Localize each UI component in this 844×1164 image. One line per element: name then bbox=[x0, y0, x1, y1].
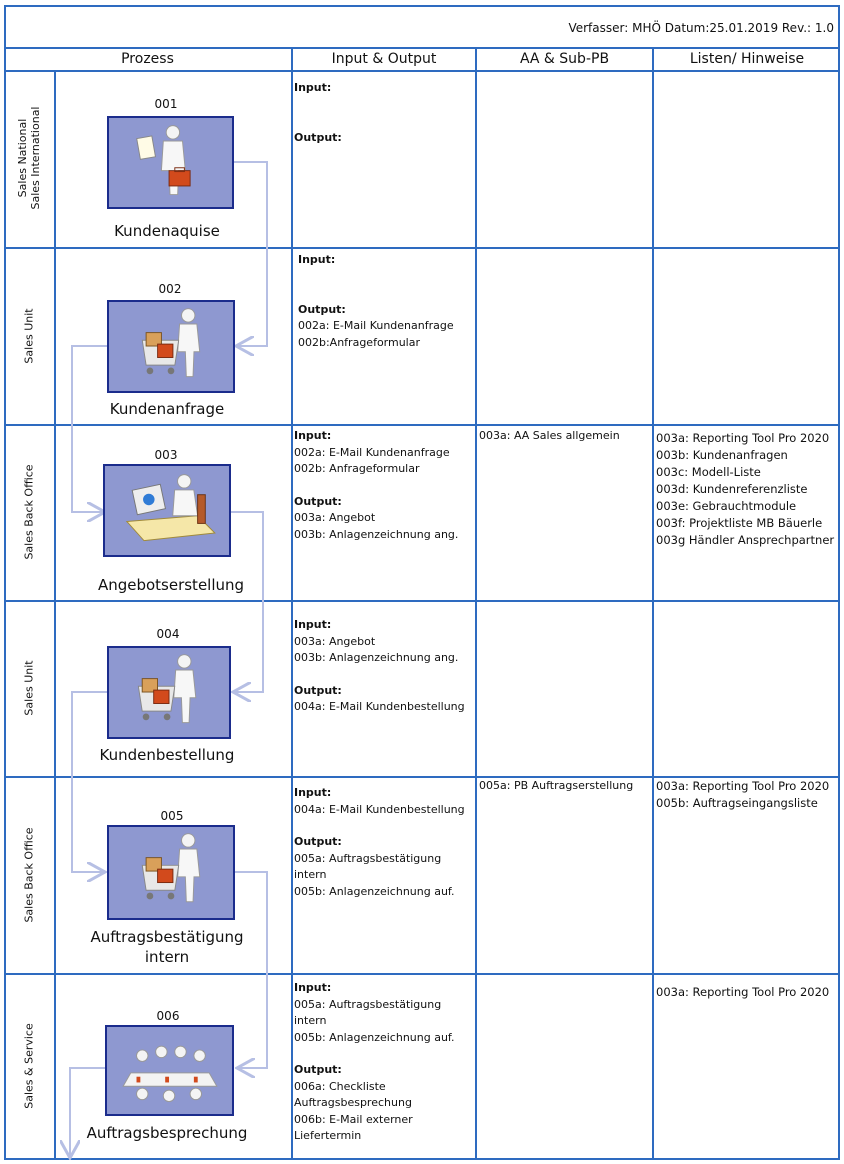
process-name: Auftragsbestätigung intern bbox=[90, 928, 244, 966]
lists-cell-003: 003a: Reporting Tool Pro 2020 003b: Kundenanfragen 003c: Modell-Liste 003d: Kundenreferenzliste 003e: Gebrauchtmodule 003f: Projektliste MB Bäuerle 003g Händler Ansprechpartner bbox=[656, 431, 835, 547]
lane-label-sales-national: Sales National Sales International bbox=[16, 106, 42, 210]
flow-arrow-004-005 bbox=[72, 692, 107, 872]
column-header-prozess: Prozess bbox=[121, 51, 174, 67]
person-with-shopping-cart-icon bbox=[109, 827, 233, 918]
person-at-computer-desk-icon bbox=[105, 466, 229, 555]
flow-arrow-001-002 bbox=[234, 162, 267, 346]
person-with-shopping-cart-icon bbox=[109, 302, 233, 391]
process-box-004[interactable] bbox=[107, 646, 231, 739]
process-box-005[interactable] bbox=[107, 825, 235, 920]
process-number: 002 bbox=[158, 282, 182, 296]
meeting-table-icon bbox=[107, 1027, 232, 1114]
process-name: Kundenanfrage bbox=[109, 400, 225, 418]
process-box-003[interactable] bbox=[103, 464, 231, 557]
column-header-input-output: Input & Output bbox=[331, 51, 437, 67]
process-name: Kundenaquise bbox=[114, 222, 220, 240]
lane-label-sales-service: Sales & Service bbox=[22, 1023, 36, 1109]
lane-label-sales-unit: Sales Unit bbox=[22, 660, 36, 716]
lists-cell-005: 003a: Reporting Tool Pro 2020 005b: Auftragseingangsliste bbox=[656, 779, 830, 810]
process-name: Kundenbestellung bbox=[99, 746, 235, 764]
io-cell-003: Input: 002a: E-Mail Kundenanfrage 002b: Anfrageformular Output: 003a: Angebot 003b: Anlagenzeichnung ang. bbox=[294, 429, 459, 541]
flow-arrow-005-006 bbox=[235, 872, 267, 1068]
process-number: 006 bbox=[156, 1009, 180, 1023]
process-name: Auftragsbesprechung bbox=[86, 1124, 248, 1142]
lane-label-sales-unit: Sales Unit bbox=[22, 308, 36, 364]
process-box-006[interactable] bbox=[105, 1025, 234, 1116]
process-box-001[interactable] bbox=[107, 116, 234, 209]
io-cell-006: Input: 005a: Auftragsbestätigung intern 005b: Anlagenzeichnung auf. Output: 006a: Checkliste Auftragsbesprechung 006b: E-Mail externer Liefertermin bbox=[294, 981, 455, 1142]
document-meta: Verfasser: MHÖ Datum:25.01.2019 Rev.: 1.0 bbox=[568, 21, 834, 35]
flow-arrow-002-003 bbox=[72, 346, 107, 512]
process-name: Angebotserstellung bbox=[97, 576, 245, 594]
lane-label-sales-back-office: Sales Back Office bbox=[22, 827, 36, 923]
io-cell-004: Input: 003a: Angebot 003b: Anlagenzeichnung ang. Output: 004a: E-Mail Kundenbestellung bbox=[294, 618, 465, 713]
aa-cell-003: 003a: AA Sales allgemein bbox=[479, 429, 620, 442]
process-number: 004 bbox=[156, 627, 180, 641]
column-header-listen-hinweise: Listen/ Hinweise bbox=[689, 51, 805, 67]
lists-cell-006: 003a: Reporting Tool Pro 2020 bbox=[656, 985, 830, 999]
aa-cell-005: 005a: PB Auftragserstellung bbox=[479, 779, 634, 792]
io-cell-001: Input: Output: bbox=[294, 81, 342, 144]
column-header-aa-sub-pb: AA & Sub-PB bbox=[519, 51, 610, 67]
process-number: 003 bbox=[154, 448, 178, 462]
flow-arrow-003-004 bbox=[231, 512, 263, 692]
person-with-shopping-cart-icon bbox=[109, 648, 229, 737]
lane-label-sales-back-office: Sales Back Office bbox=[22, 464, 36, 560]
person-with-clipboard-and-briefcase-icon bbox=[109, 118, 232, 207]
io-cell-002: Input: Output: 002a: E-Mail Kundenanfrage 002b:Anfrageformular bbox=[298, 253, 454, 349]
io-cell-005: Input: 004a: E-Mail Kundenbestellung Output: 005a: Auftragsbestätigung intern 005b: Anlagenzeichnung auf. bbox=[294, 786, 465, 898]
process-number: 005 bbox=[160, 809, 184, 823]
process-number: 001 bbox=[154, 97, 178, 111]
process-box-002[interactable] bbox=[107, 300, 235, 393]
